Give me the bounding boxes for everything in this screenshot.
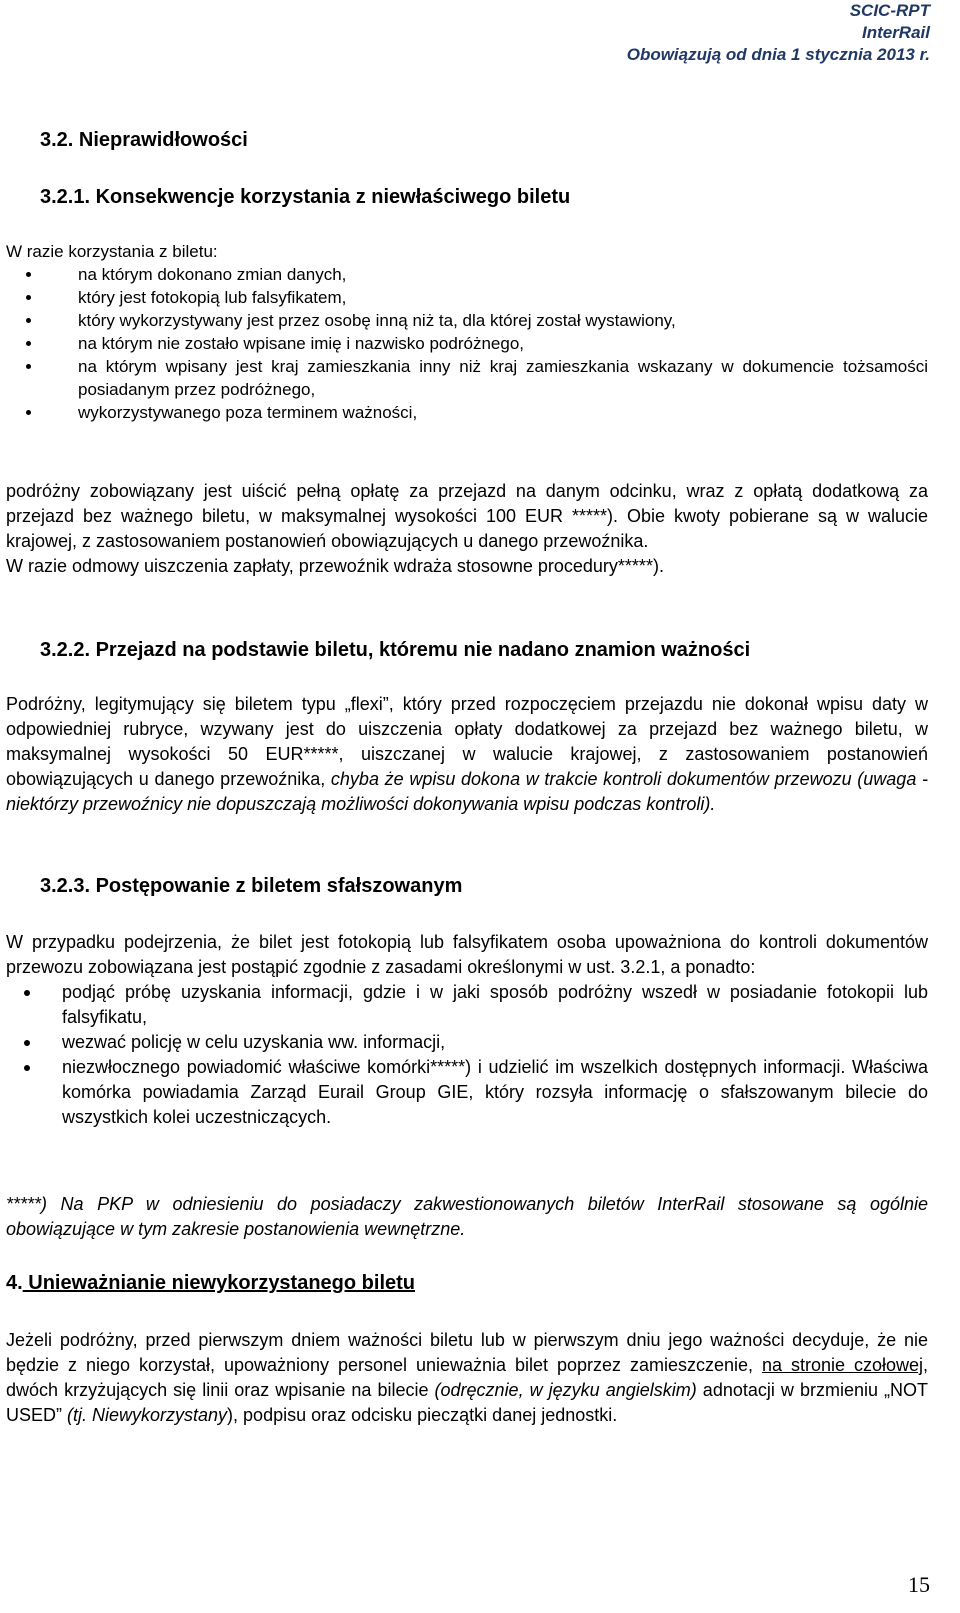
irregular-ticket-list (6, 263, 928, 424)
text-segment: ), podpisu oraz odcisku pieczątki danej jednostki. (227, 1405, 618, 1425)
section-3-2-3-block (6, 930, 928, 1130)
section-4-title-text: Unieważnianie niewykorzystanego biletu (22, 1272, 416, 1294)
section-3-2-2-paragraph (6, 692, 928, 817)
section-3-2-1-title: 3.2.1. Konsekwencje korzystania z niewłaściwego biletu (40, 186, 571, 208)
section-3-2-1-para1: podróżny zobowiązany jest uiścić pełną opłatę za przejazd na danym odcinku, wraz z opłatą dodatkową za przejazd bez ważnego biletu, w maksymalnej wysokości 100 EUR *****). Obie kwoty pobierane są w walucie krajowej, z zastosowaniem postanowień obowiązujących u danego przewoźnika. (6, 481, 928, 551)
page-number: 15 (908, 1572, 930, 1597)
text-segment-italic: (tj. Niewykorzystany (67, 1405, 228, 1425)
text-segment-italic: (odręcznie, w języku angielskim) (434, 1380, 697, 1400)
section-3-2-2-title: 3.2.2. Przejazd na podstawie biletu, któremu nie nadano znamion ważności (40, 639, 751, 661)
section-3-2-2-text: Podróżny, legitymujący się biletem typu „flexi”, który przed rozpoczęciem przejazdu nie dokonał wpisu daty w odpowiedniej rubryce, wzywany jest do uiszczenia opłaty dodatkowej za przejazd bez ważnego biletu, w maksymalnej wysokości 50 EUR*****, uiszczanej w walucie krajowej, z zastosowaniem postanowień obowiązujących u danego przewoźnika, (6, 694, 928, 789)
section-3-2-3-title: 3.2.3. Postępowanie z biletem sfałszowanym (40, 875, 463, 897)
section-3-2-3-intro: W przypadku podejrzenia, że bilet jest fotokopią lub falsyfikatem osoba upoważniona do kontroli dokumentów przewozu zobowiązana jest postąpić zgodnie z zasadami określonymi w ust. 3.2.1, a ponadto: (6, 932, 928, 977)
header-validity: Obowiązują od dnia 1 stycznia 2013 r. (626, 45, 930, 64)
list-item: który wykorzystywany jest przez osobę inną niż ta, dla której został wystawiony, (6, 309, 928, 332)
section-3-2-2-italic-text: chyba że wpisu dokona w trakcie kontroli dokumentów przewozu (uwaga - niektórzy przewoźnicy nie dopuszczają możliwości dokonywania wpisu podczas kontroli). (6, 769, 928, 814)
list-item: na którym nie zostało wpisane imię i nazwisko podróżnego, (6, 332, 928, 355)
list-item: podjąć próbę uzyskania informacji, gdzie i w jaki sposób podróżny wszedł w posiadanie fotokopii lub falsyfikatu, (6, 980, 928, 1030)
list-item: niezwłocznego powiadomić właściwe komórki*****) i udzielić im wszelkich dostępnych informacji. Właściwa komórka powiadamia Zarząd Eurail Group GIE, który rozsyła informację o sfałszowanym bilecie do wszystkich kolei uczestniczących. (6, 1055, 928, 1130)
header-product: InterRail (861, 23, 930, 42)
section-4-number: 4. (6, 1272, 23, 1294)
section-3-2-1-paragraphs (6, 479, 928, 579)
footnote: *****) Na PKP w odniesieniu do posiadaczy zakwestionowanych biletów InterRail stosowane są ogólnie obowiązujące w tym zakresie postanowienia wewnętrzne. (6, 1194, 928, 1239)
section-4-title (6, 1271, 415, 1295)
text-segment: dwóch krzyżujących się linii oraz wpisanie na bilecie (6, 1380, 435, 1400)
section-3-2-1-list-block (6, 240, 928, 424)
list-item: wykorzystywanego poza terminem ważności, (6, 401, 928, 424)
list-item: który jest fotokopią lub falsyfikatem, (6, 286, 928, 309)
text-segment: Jeżeli podróżny, przed pierwszym dniem ważności biletu lub w pierwszym dniu jego ważności decyduje, że nie będzie z niego korzystał, upoważniony personel unieważnia bilet poprzez zamieszczenie, (6, 1330, 928, 1375)
header-code: SCIC-RPT (849, 1, 930, 20)
document-header (627, 0, 930, 66)
list-item: na którym dokonano zmian danych, (6, 263, 928, 286)
text-segment: adnotacji w brzmieniu „NOT USED” (6, 1380, 929, 1425)
list-item: na którym wpisany jest kraj zamieszkania inny niż kraj zamieszkania wskazany w dokumencie tożsamości posiadanym przez podróżnego, (6, 355, 928, 401)
section-3-2-title: 3.2. Nieprawidłowości (40, 129, 248, 151)
forged-ticket-steps-list (6, 980, 928, 1130)
section-4-paragraph (6, 1328, 928, 1428)
text-segment-underlined: na stronie czołowej, (761, 1355, 928, 1375)
section-3-2-1-para2: W razie odmowy uiszczenia zapłaty, przewoźnik wdraża stosowne procedury*****). (6, 556, 664, 576)
list-item: wezwać policję w celu uzyskania ww. informacji, (6, 1030, 928, 1055)
section-3-2-1-intro: W razie korzystania z biletu: (6, 242, 218, 261)
